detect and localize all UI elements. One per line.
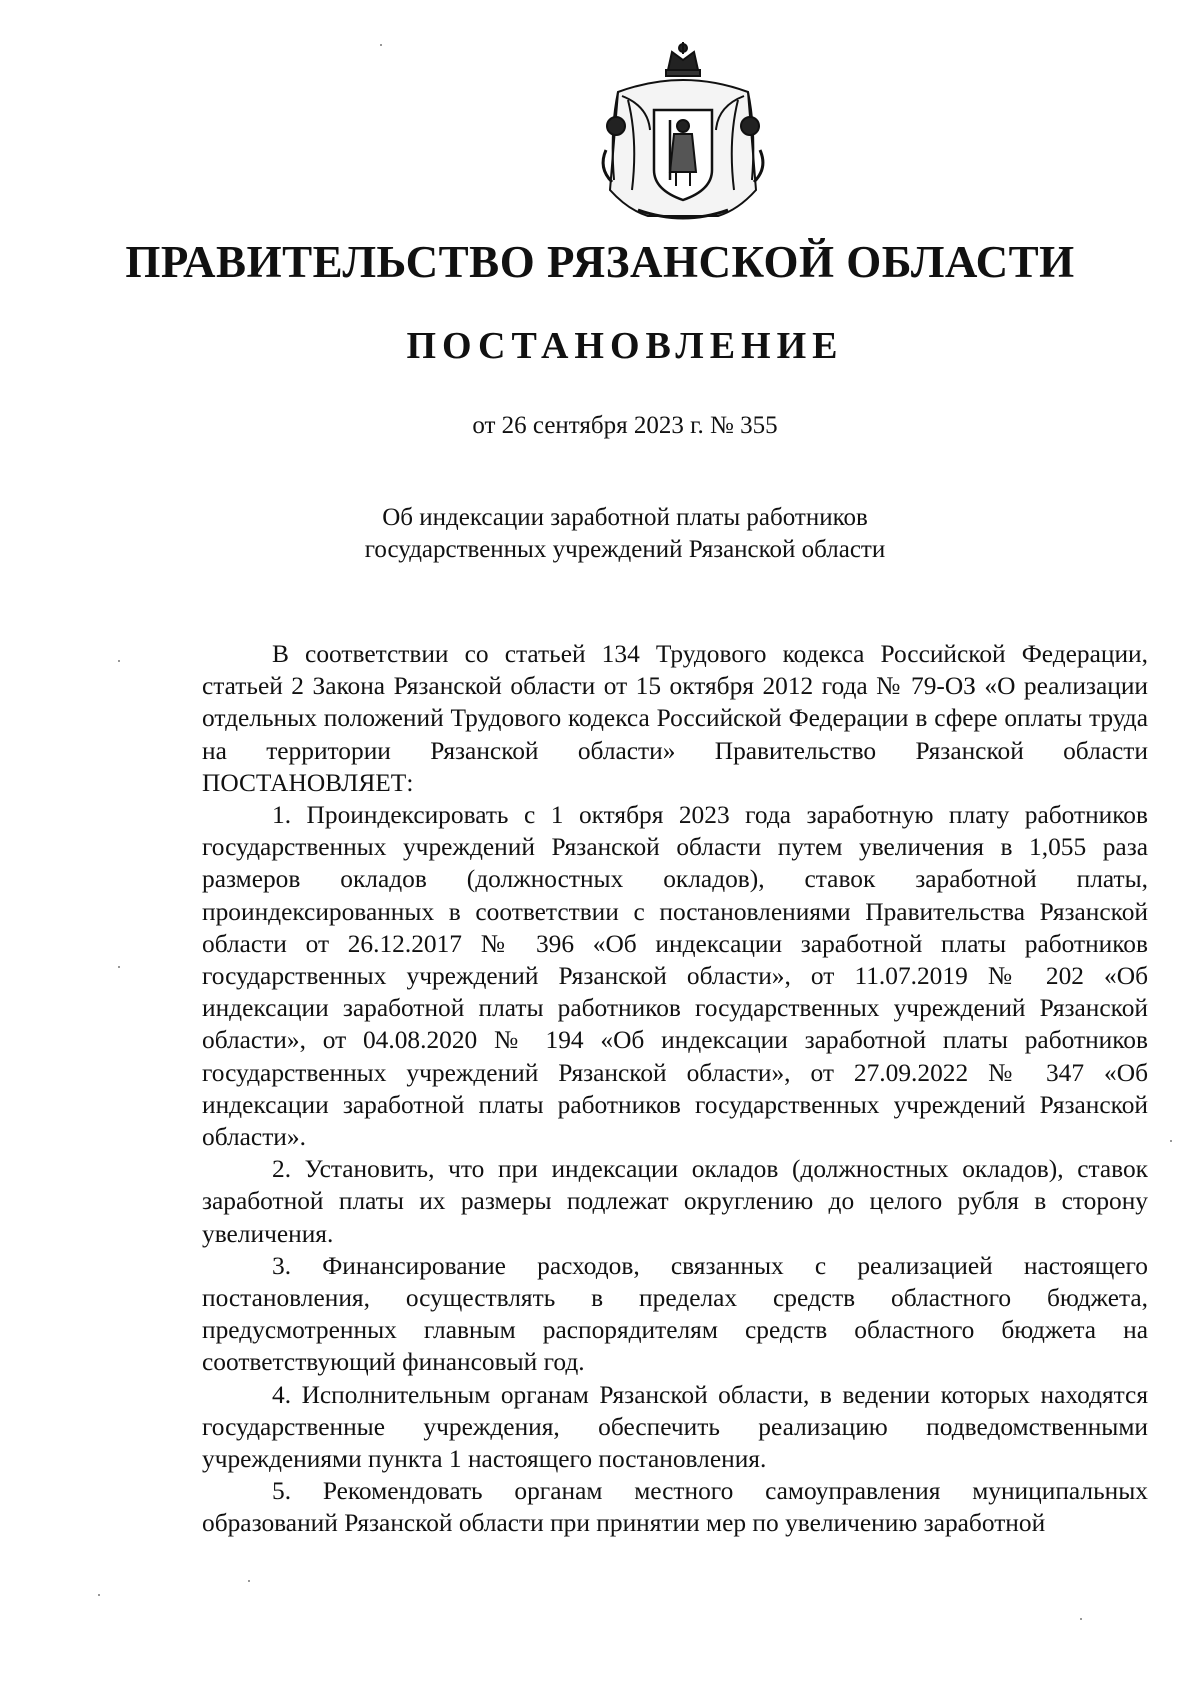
scan-speck [1170,1140,1172,1142]
item-paragraph-4: 4. Исполнительным органам Рязанской области, в ведении которых находятся государственные учреждения, обеспечить реализацию подведомственными учреждениями пункта 1 настоящего постановления. [202,1380,1148,1474]
subject-line-2: государственных учреждений Рязанской области [364,536,886,563]
document-subject [0,502,1200,566]
scan-speck [380,44,382,46]
scan-speck [118,966,120,968]
item-paragraph-5: 5. Рекомендовать органам местного самоуправления муниципальных образований Рязанской области при принятии мер по увеличению заработной [202,1477,1148,1538]
scan-speck [118,660,120,662]
ryazan-coat-of-arms-icon [588,40,778,226]
scan-speck [248,1580,250,1582]
preamble-paragraph: В соответствии со статьей 134 Трудового кодекса Российской Федерации, статьей 2 Закона Рязанской области от 15 октября 2012 года № 79-ОЗ «О реализации отдельных положений Трудового кодекса Российской Федерации в сфере оплаты труда на территории Рязанской области» Правительство Рязанской области ПОСТАНОВЛЯЕТ: [202,640,1148,797]
subject-line-1: Об индексации заработной платы работников [382,504,868,531]
organization-title: ПРАВИТЕЛЬСТВО РЯЗАНСКОЙ ОБЛАСТИ [125,237,1075,287]
item-paragraph-3: 3. Финансирование расходов, связанных с реализацией настоящего постановления, осуществлять в пределах средств областного бюджета, предусмотренных главным распорядителям средств областного бюджета на соответствующий финансовый год. [202,1251,1148,1377]
item-paragraph-1: 1. Проиндексировать с 1 октября 2023 года заработную плату работников государственных учреждений Рязанской области путем увеличения в 1,055 раза размеров окладов (должностных окладов), ставок заработной платы, проиндексированных в соответствии с постановлениями Правительства Рязанской области от 26.12.2017 № 396 «Об индексации заработной платы работников государственных учреждений Рязанской области», от 11.07.2019 № 202 «Об индексации заработной платы работников государственных учреждений Рязанской области», от 04.08.2020 № 194 «Об индексации заработной платы работников государственных учреждений Рязанской области», от 27.09.2022 № 347 «Об индексации заработной платы работников государственных учреждений Рязанской области». [202,801,1148,1152]
document-type: ПОСТАНОВЛЕНИЕ [406,325,844,367]
document-date-number: от 26 сентября 2023 г. № 355 [472,412,778,439]
scan-speck [98,1594,100,1596]
scan-speck [1080,1618,1082,1620]
item-paragraph-2: 2. Установить, что при индексации окладов (должностных окладов), ставок заработной платы их размеры подлежат округлению до целого рубля в сторону увеличения. [202,1155,1148,1248]
document-body [202,638,1148,1540]
